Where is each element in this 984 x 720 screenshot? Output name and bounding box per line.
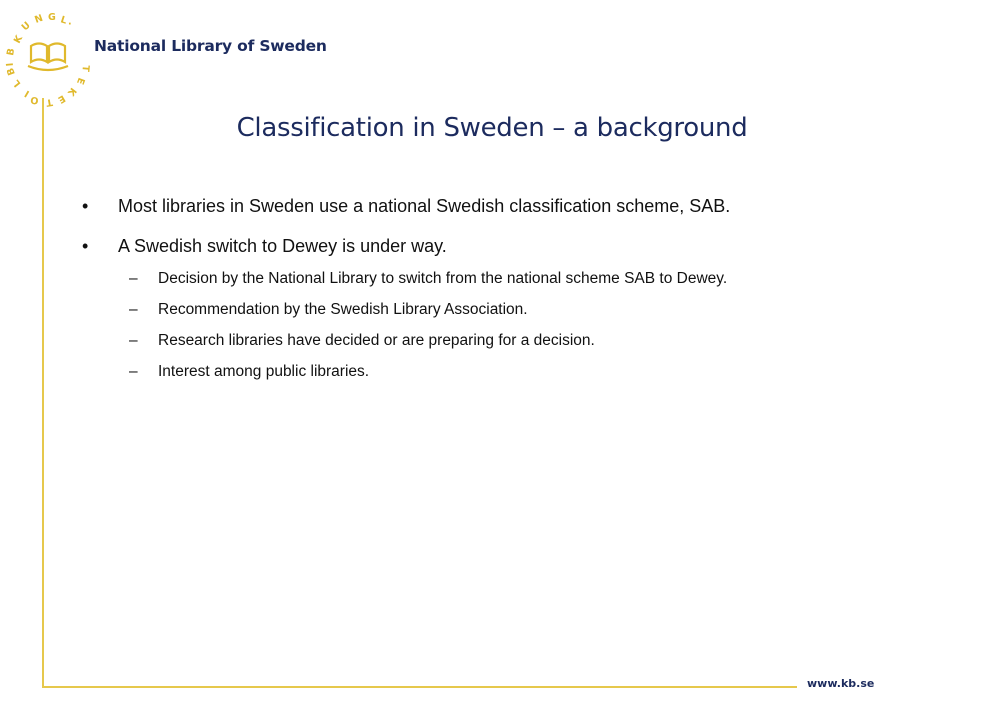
footer-url[interactable]: www.kb.se bbox=[807, 677, 875, 690]
svg-text:B: B bbox=[5, 66, 18, 77]
sub-bullet-marker: – bbox=[129, 332, 138, 349]
svg-text:I: I bbox=[22, 87, 32, 99]
bullet-item bbox=[82, 233, 882, 260]
sub-bullet-text: Recommendation by the Swedish Library Association. bbox=[158, 301, 528, 318]
sub-bullet-item bbox=[82, 329, 882, 352]
kb-seal-logo bbox=[4, 12, 91, 109]
bullet-text: A Swedish switch to Dewey is under way. bbox=[118, 236, 447, 256]
svg-text:N: N bbox=[33, 12, 45, 26]
sub-bullet-item bbox=[82, 360, 882, 383]
sub-bullet-marker: – bbox=[129, 301, 138, 318]
svg-text:K: K bbox=[65, 85, 79, 98]
svg-text:G: G bbox=[48, 12, 56, 23]
decorative-horizontal-rule bbox=[42, 686, 797, 688]
bullet-marker: • bbox=[82, 236, 89, 256]
svg-text:O: O bbox=[29, 93, 40, 106]
sub-bullet-item bbox=[82, 267, 882, 290]
bullet-marker: • bbox=[82, 196, 89, 216]
svg-text:L: L bbox=[10, 77, 24, 89]
svg-text:L: L bbox=[59, 14, 69, 27]
sub-bullet-marker: – bbox=[129, 363, 138, 380]
bullet-item bbox=[82, 193, 882, 220]
svg-text:E: E bbox=[73, 75, 87, 86]
sub-bullet-list bbox=[82, 267, 882, 383]
svg-text:T: T bbox=[45, 96, 54, 109]
svg-text:K: K bbox=[11, 33, 26, 46]
sub-bullet-marker: – bbox=[129, 270, 138, 287]
org-name: National Library of Sweden bbox=[94, 37, 327, 55]
decorative-vertical-rule bbox=[42, 98, 44, 688]
svg-text:T: T bbox=[79, 64, 91, 73]
sub-bullet-text: Research libraries have decided or are preparing for a decision. bbox=[158, 332, 595, 349]
sub-bullet-text: Interest among public libraries. bbox=[158, 363, 370, 380]
svg-text:B: B bbox=[5, 47, 18, 57]
svg-text:I: I bbox=[4, 62, 16, 67]
svg-text:E: E bbox=[55, 92, 67, 106]
sub-bullet-item bbox=[82, 298, 882, 321]
svg-text:·: · bbox=[68, 19, 72, 30]
sub-bullet-text: Decision by the National Library to switch from the national scheme SAB to Dewey. bbox=[158, 270, 728, 287]
kb-seal-icon bbox=[4, 12, 91, 109]
slide-title: Classification in Sweden – a background bbox=[236, 113, 748, 143]
svg-text:U: U bbox=[19, 19, 33, 34]
bullet-text: Most libraries in Sweden use a national Swedish classification scheme, SAB. bbox=[118, 196, 731, 216]
slide-body bbox=[82, 193, 882, 391]
